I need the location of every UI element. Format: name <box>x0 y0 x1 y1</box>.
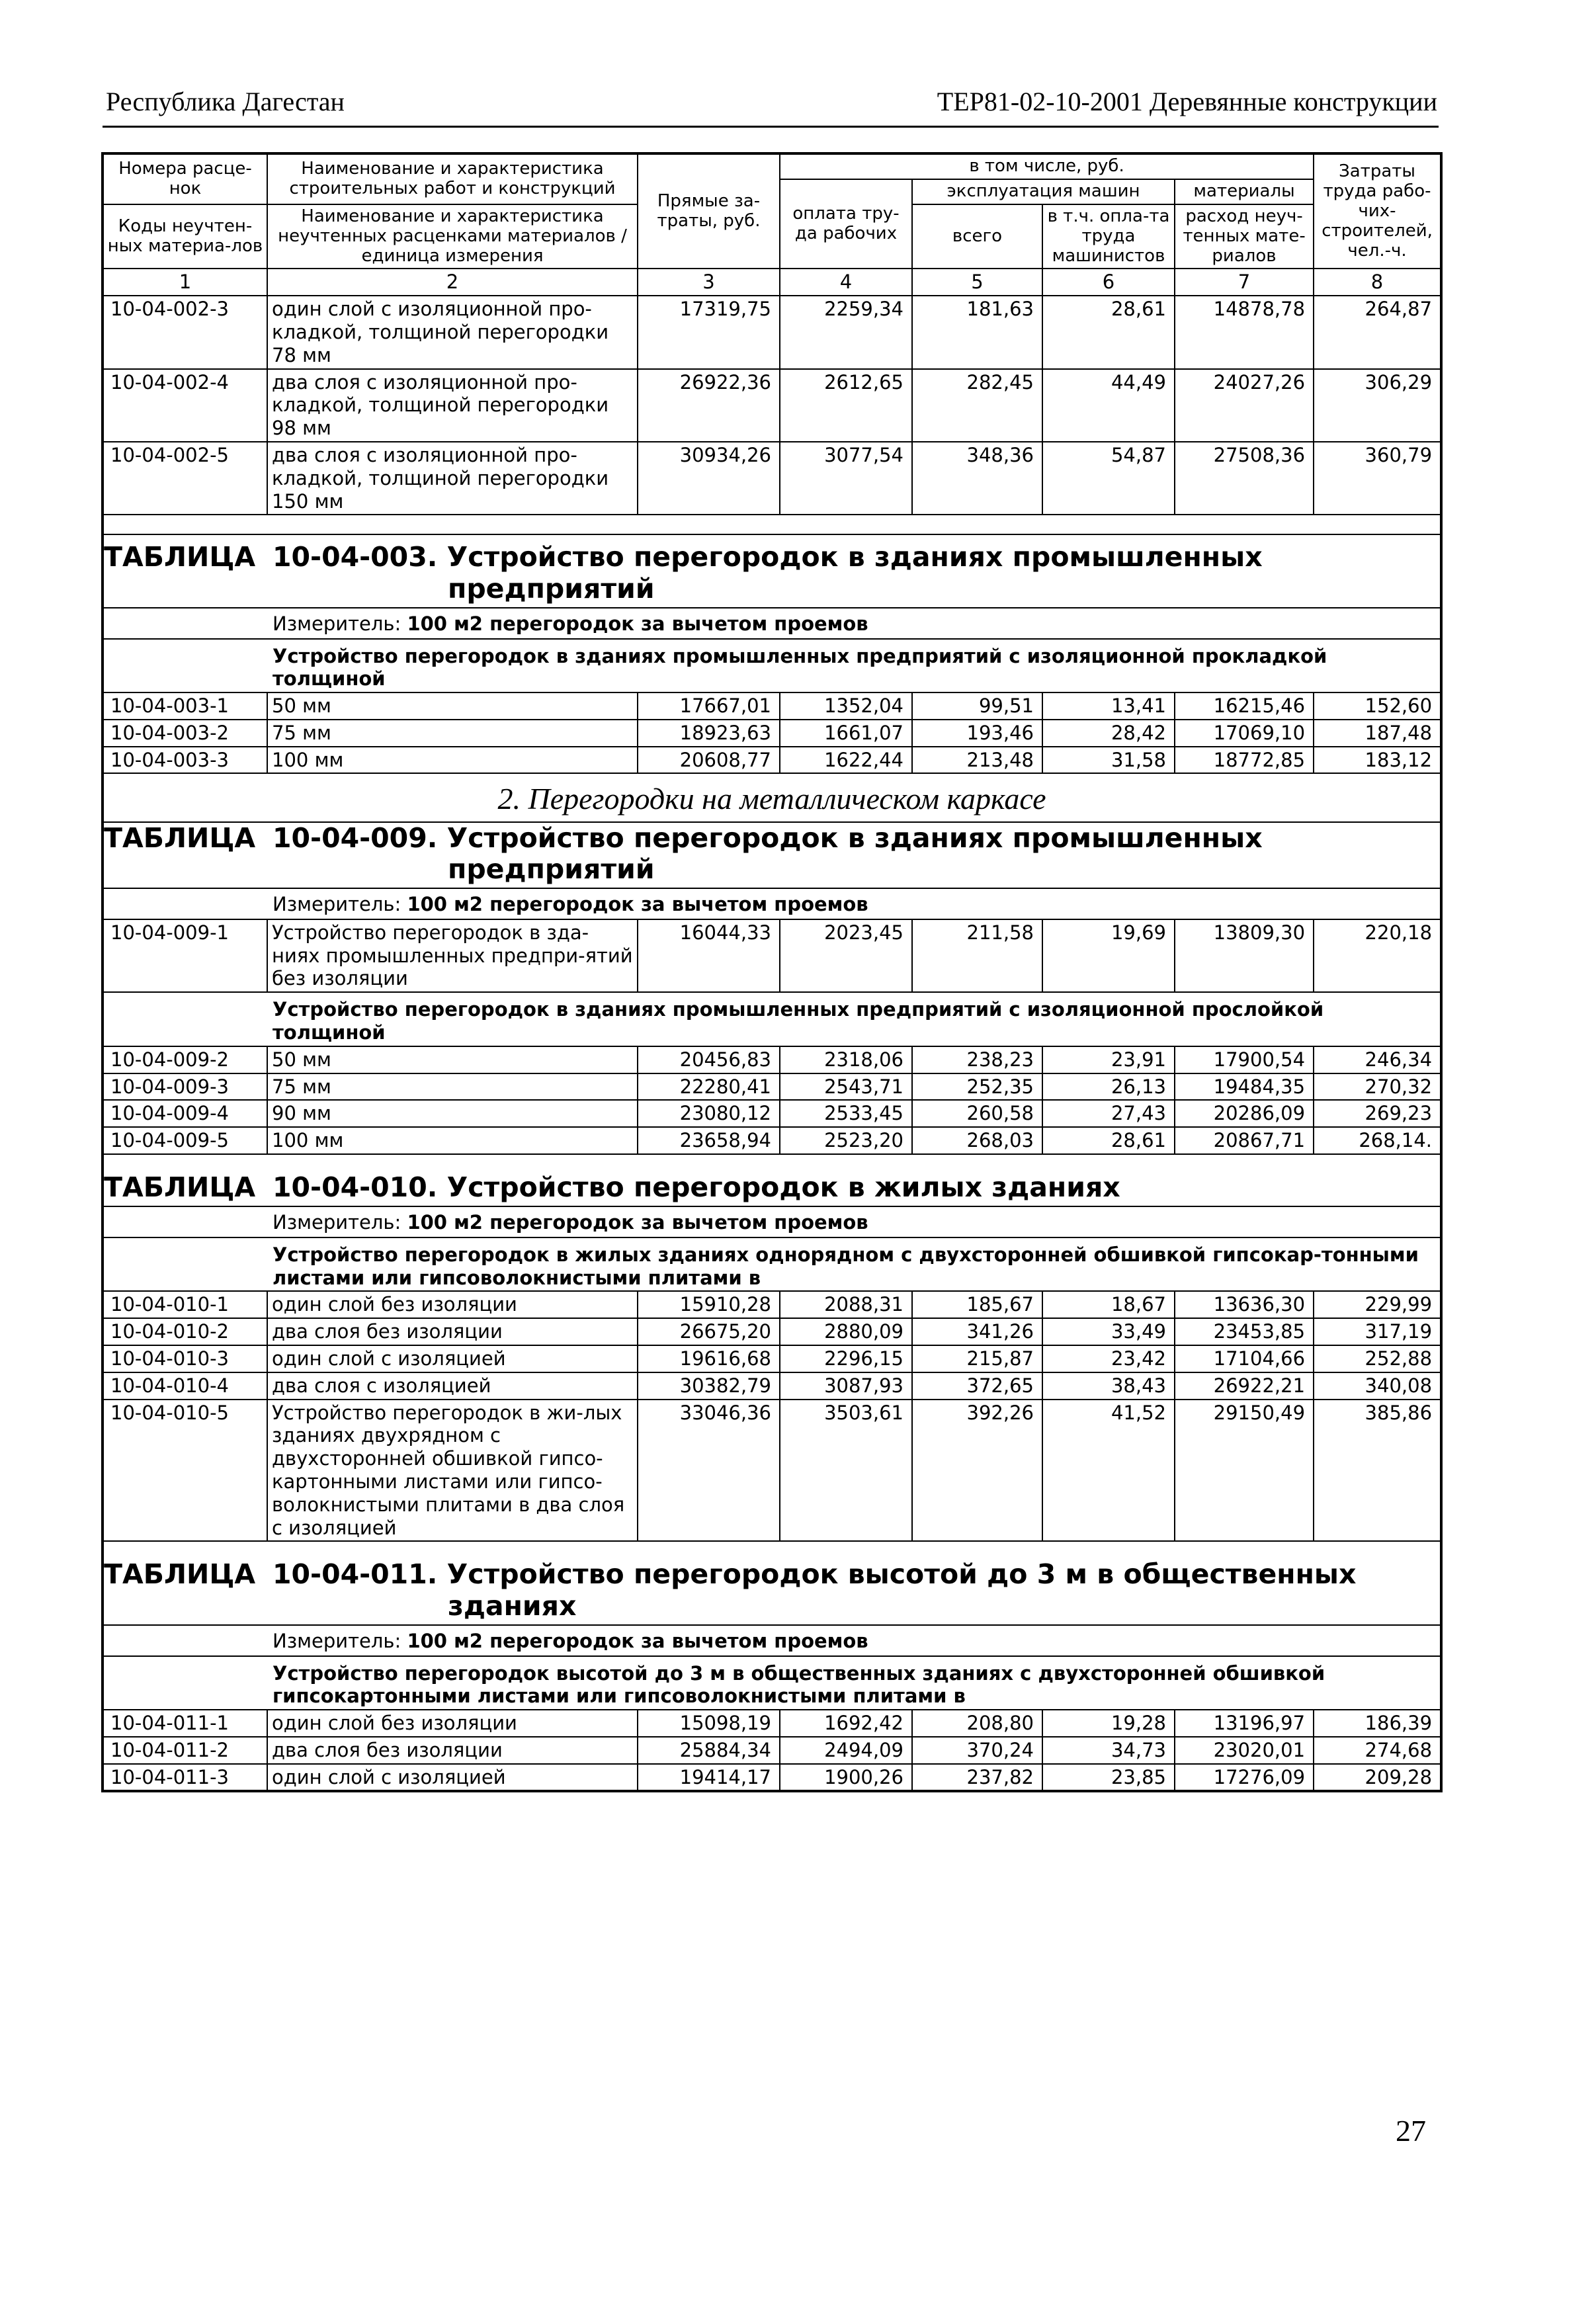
work-name: два слоя с изоляционной про-кладкой, толщиной перегородки 150 мм <box>267 442 638 515</box>
measure-003 <box>103 608 1441 639</box>
table-row <box>103 1710 1441 1737</box>
col-header-work-name: Наименование и характеристика строительных работ и конструкций <box>267 153 638 204</box>
subheading-009: Устройство перегородок в зданиях промышленных предприятий с изоляционной прослойкой толщиной <box>103 992 1441 1046</box>
machines-total: 211,58 <box>912 919 1042 992</box>
rate-code: 10-04-010-4 <box>103 1372 267 1400</box>
worker-pay: 1692,42 <box>780 1710 912 1737</box>
operator-pay: 28,42 <box>1042 720 1175 747</box>
worker-pay: 2088,31 <box>780 1291 912 1318</box>
work-name: 75 мм <box>267 1073 638 1101</box>
labor-costs: 317,19 <box>1314 1318 1441 1345</box>
machines-total: 238,23 <box>912 1046 1042 1073</box>
labor-costs: 246,34 <box>1314 1046 1441 1073</box>
rate-code: 10-04-011-3 <box>103 1764 267 1792</box>
machines-total: 252,35 <box>912 1073 1042 1101</box>
material-use: 18772,85 <box>1175 747 1314 774</box>
table-row <box>103 442 1441 515</box>
header-rule <box>103 126 1439 128</box>
worker-pay: 1352,04 <box>780 692 912 720</box>
machines-total: 181,63 <box>912 296 1042 368</box>
operator-pay: 19,69 <box>1042 919 1175 992</box>
direct-costs: 18923,63 <box>638 720 780 747</box>
machines-total: 208,80 <box>912 1710 1042 1737</box>
column-number: 6 <box>1042 269 1175 296</box>
measure-value: 100 м2 перегородок за вычетом проемов <box>407 1629 868 1652</box>
material-use: 27508,36 <box>1175 442 1314 515</box>
material-use: 16215,46 <box>1175 692 1314 720</box>
operator-pay: 38,43 <box>1042 1372 1175 1400</box>
rate-code: 10-04-002-5 <box>103 442 267 515</box>
labor-costs: 183,12 <box>1314 747 1441 774</box>
table-title-003 <box>103 534 1441 607</box>
operator-pay: 28,61 <box>1042 296 1175 368</box>
table-title-text: 10-04-003. Устройство перегородок в зданиях промышленных <box>273 541 1263 573</box>
rate-code: 10-04-011-1 <box>103 1710 267 1737</box>
material-use: 24027,26 <box>1175 369 1314 442</box>
work-name: один слой с изоляцией <box>267 1764 638 1792</box>
direct-costs: 15910,28 <box>638 1291 780 1318</box>
work-name: один слой с изоляцией <box>267 1345 638 1372</box>
labor-costs: 229,99 <box>1314 1291 1441 1318</box>
col-header-operator-pay: в т.ч. опла-та труда машинистов <box>1042 204 1175 269</box>
direct-costs: 17319,75 <box>638 296 780 368</box>
labor-costs: 274,68 <box>1314 1737 1441 1764</box>
direct-costs: 20608,77 <box>638 747 780 774</box>
table-title-label: ТАБЛИЦА <box>104 1558 256 1591</box>
labor-costs: 220,18 <box>1314 919 1441 992</box>
worker-pay: 2296,15 <box>780 1345 912 1372</box>
machines-total: 372,65 <box>912 1372 1042 1400</box>
work-name: один слой с изоляционной про-кладкой, толщиной перегородки 78 мм <box>267 296 638 368</box>
material-use: 20867,71 <box>1175 1127 1314 1154</box>
labor-costs: 186,39 <box>1314 1710 1441 1737</box>
work-name: 75 мм <box>267 720 638 747</box>
worker-pay: 2023,45 <box>780 919 912 992</box>
table-title-011 <box>103 1541 1441 1624</box>
operator-pay: 23,85 <box>1042 1764 1175 1792</box>
table-row <box>103 1318 1441 1345</box>
labor-costs: 209,28 <box>1314 1764 1441 1792</box>
table-row <box>103 919 1441 992</box>
operator-pay: 18,67 <box>1042 1291 1175 1318</box>
col-header-material-use: расход неуч-тенных мате-риалов <box>1175 204 1314 269</box>
rate-code: 10-04-002-3 <box>103 296 267 368</box>
direct-costs: 25884,34 <box>638 1737 780 1764</box>
table-title-009 <box>103 822 1441 888</box>
col-header-rate-numbers: Номера расце-нок <box>103 153 267 204</box>
table-row <box>103 692 1441 720</box>
col-header-materials: материалы <box>1175 179 1314 204</box>
direct-costs: 16044,33 <box>638 919 780 992</box>
machines-total: 213,48 <box>912 747 1042 774</box>
table-row <box>103 1291 1441 1318</box>
table-row <box>103 1073 1441 1101</box>
material-use: 17276,09 <box>1175 1764 1314 1792</box>
rate-code: 10-04-010-3 <box>103 1345 267 1372</box>
column-numbers-row <box>103 269 1441 296</box>
direct-costs: 23080,12 <box>638 1100 780 1127</box>
table-row <box>103 1764 1441 1792</box>
col-header-material-codes: Коды неучтен-ных материа-лов <box>103 204 267 269</box>
material-use: 13636,30 <box>1175 1291 1314 1318</box>
material-use: 20286,09 <box>1175 1100 1314 1127</box>
worker-pay: 2494,09 <box>780 1737 912 1764</box>
labor-costs: 360,79 <box>1314 442 1441 515</box>
subheading-011: Устройство перегородок высотой до 3 м в общественных зданиях с двухсторонней обшивкой гипсокартонными листами или гипсоволокнистыми плитами в <box>103 1656 1441 1710</box>
machines-total: 99,51 <box>912 692 1042 720</box>
col-header-labor-costs: Затраты труда рабо-чих-строителей, чел.-ч. <box>1314 153 1441 269</box>
column-number: 8 <box>1314 269 1441 296</box>
operator-pay: 27,43 <box>1042 1100 1175 1127</box>
column-number: 3 <box>638 269 780 296</box>
work-name: 50 мм <box>267 692 638 720</box>
material-use: 26922,21 <box>1175 1372 1314 1400</box>
material-use: 17900,54 <box>1175 1046 1314 1073</box>
measure-010 <box>103 1206 1441 1237</box>
worker-pay: 1622,44 <box>780 747 912 774</box>
measure-value: 100 м2 перегородок за вычетом проемов <box>407 892 868 915</box>
operator-pay: 33,49 <box>1042 1318 1175 1345</box>
column-number: 5 <box>912 269 1042 296</box>
table-row <box>103 296 1441 368</box>
rate-code: 10-04-003-1 <box>103 692 267 720</box>
worker-pay: 2880,09 <box>780 1318 912 1345</box>
table-title-label: ТАБЛИЦА <box>104 821 256 854</box>
col-header-direct-costs: Прямые за-траты, руб. <box>638 153 780 269</box>
direct-costs: 17667,01 <box>638 692 780 720</box>
measure-value: 100 м2 перегородок за вычетом проемов <box>407 1211 868 1234</box>
direct-costs: 33046,36 <box>638 1400 780 1542</box>
work-name: 100 мм <box>267 1127 638 1154</box>
table-row <box>103 1100 1441 1127</box>
table-title-label: ТАБЛИЦА <box>104 541 256 573</box>
table-row <box>103 747 1441 774</box>
rate-code: 10-04-010-1 <box>103 1291 267 1318</box>
direct-costs: 26922,36 <box>638 369 780 442</box>
measure-label: Измеритель: <box>273 1629 401 1652</box>
worker-pay: 2523,20 <box>780 1127 912 1154</box>
col-header-including: в том числе, руб. <box>780 153 1314 179</box>
machines-total: 193,46 <box>912 720 1042 747</box>
worker-pay: 3077,54 <box>780 442 912 515</box>
measure-label: Измеритель: <box>273 892 401 915</box>
worker-pay: 3503,61 <box>780 1400 912 1542</box>
operator-pay: 54,87 <box>1042 442 1175 515</box>
rate-code: 10-04-010-2 <box>103 1318 267 1345</box>
column-number: 4 <box>780 269 912 296</box>
direct-costs: 22280,41 <box>638 1073 780 1101</box>
operator-pay: 44,49 <box>1042 369 1175 442</box>
direct-costs: 23658,94 <box>638 1127 780 1154</box>
labor-costs: 340,08 <box>1314 1372 1441 1400</box>
table-row <box>103 1737 1441 1764</box>
worker-pay: 2533,45 <box>780 1100 912 1127</box>
machines-total: 268,03 <box>912 1127 1042 1154</box>
col-header-material-names: Наименование и характеристика неучтенных расценками материалов / единица измерения <box>267 204 638 269</box>
rate-code: 10-04-002-4 <box>103 369 267 442</box>
worker-pay: 3087,93 <box>780 1372 912 1400</box>
direct-costs: 15098,19 <box>638 1710 780 1737</box>
table-title-continuation: зданиях <box>448 1589 577 1622</box>
operator-pay: 26,13 <box>1042 1073 1175 1101</box>
table-row <box>103 720 1441 747</box>
work-name: два слоя без изоляции <box>267 1737 638 1764</box>
labor-costs: 252,88 <box>1314 1345 1441 1372</box>
operator-pay: 34,73 <box>1042 1737 1175 1764</box>
material-use: 13196,97 <box>1175 1710 1314 1737</box>
work-name: 50 мм <box>267 1046 638 1073</box>
operator-pay: 23,42 <box>1042 1345 1175 1372</box>
machines-total: 282,45 <box>912 369 1042 442</box>
table-row <box>103 1046 1441 1073</box>
operator-pay: 13,41 <box>1042 692 1175 720</box>
rate-code: 10-04-009-2 <box>103 1046 267 1073</box>
header-document-code: ТЕР81-02-10-2001 Деревянные конструкции <box>937 87 1437 116</box>
col-header-machines-total: всего <box>912 204 1042 269</box>
work-name: один слой без изоляции <box>267 1710 638 1737</box>
rate-code: 10-04-009-3 <box>103 1073 267 1101</box>
rate-code: 10-04-009-4 <box>103 1100 267 1127</box>
measure-label: Измеритель: <box>273 612 401 635</box>
subheading-003: Устройство перегородок в зданиях промышленных предприятий с изоляционной прокладкой толщиной <box>103 639 1441 693</box>
page-number: 27 <box>1396 2114 1426 2148</box>
work-name: два слоя с изоляционной про-кладкой, толщиной перегородки 98 мм <box>267 369 638 442</box>
machines-total: 215,87 <box>912 1345 1042 1372</box>
col-header-machines: эксплуатация машин <box>912 179 1175 204</box>
machines-total: 370,24 <box>912 1737 1042 1764</box>
measure-value: 100 м2 перегородок за вычетом проемов <box>407 612 868 635</box>
machines-total: 348,36 <box>912 442 1042 515</box>
machines-total: 185,67 <box>912 1291 1042 1318</box>
labor-costs: 306,29 <box>1314 369 1441 442</box>
table-row <box>103 369 1441 442</box>
labor-costs: 264,87 <box>1314 296 1441 368</box>
measure-009 <box>103 888 1441 919</box>
table-title-text: 10-04-009. Устройство перегородок в зданиях промышленных <box>273 821 1263 854</box>
labor-costs: 385,86 <box>1314 1400 1441 1542</box>
table-title-continuation: предприятий <box>448 853 655 885</box>
measure-label: Измеритель: <box>273 1211 401 1234</box>
table-row <box>103 1127 1441 1154</box>
machines-total: 237,82 <box>912 1764 1042 1792</box>
machines-total: 392,26 <box>912 1400 1042 1542</box>
work-name: два слоя с изоляцией <box>267 1372 638 1400</box>
operator-pay: 23,91 <box>1042 1046 1175 1073</box>
machines-total: 260,58 <box>912 1100 1042 1127</box>
section-heading: 2. Перегородки на металлическом каркасе <box>103 773 1441 821</box>
material-use: 13809,30 <box>1175 919 1314 992</box>
table-row <box>103 1345 1441 1372</box>
material-use: 23453,85 <box>1175 1318 1314 1345</box>
labor-costs: 152,60 <box>1314 692 1441 720</box>
rate-code: 10-04-009-5 <box>103 1127 267 1154</box>
direct-costs: 20456,83 <box>638 1046 780 1073</box>
material-use: 19484,35 <box>1175 1073 1314 1101</box>
header-region: Республика Дагестан <box>106 87 345 116</box>
worker-pay: 1661,07 <box>780 720 912 747</box>
material-use: 29150,49 <box>1175 1400 1314 1542</box>
work-name: Устройство перегородок в жи-лых зданиях двухрядном с двухсторонней обшивкой гипсо-картонными листами или гипсо-волокнистыми плитами в два слоя с изоляцией <box>267 1400 638 1542</box>
rate-code: 10-04-011-2 <box>103 1737 267 1764</box>
rate-code: 10-04-003-3 <box>103 747 267 774</box>
work-name: 100 мм <box>267 747 638 774</box>
table-title-text: 10-04-011. Устройство перегородок высотой до 3 м в общественных <box>273 1558 1357 1591</box>
labor-costs: 268,14. <box>1314 1127 1441 1154</box>
spacer <box>103 515 1441 534</box>
direct-costs: 30934,26 <box>638 442 780 515</box>
rate-code: 10-04-003-2 <box>103 720 267 747</box>
table-title-continuation: предприятий <box>448 572 655 605</box>
material-use: 17104,66 <box>1175 1345 1314 1372</box>
operator-pay: 28,61 <box>1042 1127 1175 1154</box>
column-number: 7 <box>1175 269 1314 296</box>
table-row <box>103 1400 1441 1542</box>
work-name: Устройство перегородок в зда-ниях промышленных предпри-ятий без изоляции <box>267 919 638 992</box>
rate-code: 10-04-009-1 <box>103 919 267 992</box>
material-use: 14878,78 <box>1175 296 1314 368</box>
direct-costs: 19414,17 <box>638 1764 780 1792</box>
column-number: 2 <box>267 269 638 296</box>
work-name: 90 мм <box>267 1100 638 1127</box>
direct-costs: 30382,79 <box>638 1372 780 1400</box>
operator-pay: 31,58 <box>1042 747 1175 774</box>
table-row <box>103 1372 1441 1400</box>
worker-pay: 2318,06 <box>780 1046 912 1073</box>
labor-costs: 270,32 <box>1314 1073 1441 1101</box>
worker-pay: 2612,65 <box>780 369 912 442</box>
rate-code: 10-04-010-5 <box>103 1400 267 1542</box>
labor-costs: 269,23 <box>1314 1100 1441 1127</box>
table-title-label: ТАБЛИЦА <box>104 1171 256 1203</box>
worker-pay: 2259,34 <box>780 296 912 368</box>
work-name: один слой без изоляции <box>267 1291 638 1318</box>
direct-costs: 26675,20 <box>638 1318 780 1345</box>
direct-costs: 19616,68 <box>638 1345 780 1372</box>
machines-total: 341,26 <box>912 1318 1042 1345</box>
operator-pay: 41,52 <box>1042 1400 1175 1542</box>
worker-pay: 2543,71 <box>780 1073 912 1101</box>
subheading-010: Устройство перегородок в жилых зданиях однорядном с двухсторонней обшивкой гипсокар-тонными листами или гипсоволокнистыми плитами в <box>103 1237 1441 1292</box>
worker-pay: 1900,26 <box>780 1764 912 1792</box>
rates-table <box>101 152 1443 1792</box>
operator-pay: 19,28 <box>1042 1710 1175 1737</box>
table-title-text: 10-04-010. Устройство перегородок в жилых зданиях <box>273 1171 1120 1203</box>
col-header-worker-pay: оплата тру-да рабочих <box>780 179 912 269</box>
measure-011 <box>103 1625 1441 1656</box>
material-use: 23020,01 <box>1175 1737 1314 1764</box>
labor-costs: 187,48 <box>1314 720 1441 747</box>
work-name: два слоя без изоляции <box>267 1318 638 1345</box>
material-use: 17069,10 <box>1175 720 1314 747</box>
table-title-010 <box>103 1154 1441 1206</box>
column-number: 1 <box>103 269 267 296</box>
